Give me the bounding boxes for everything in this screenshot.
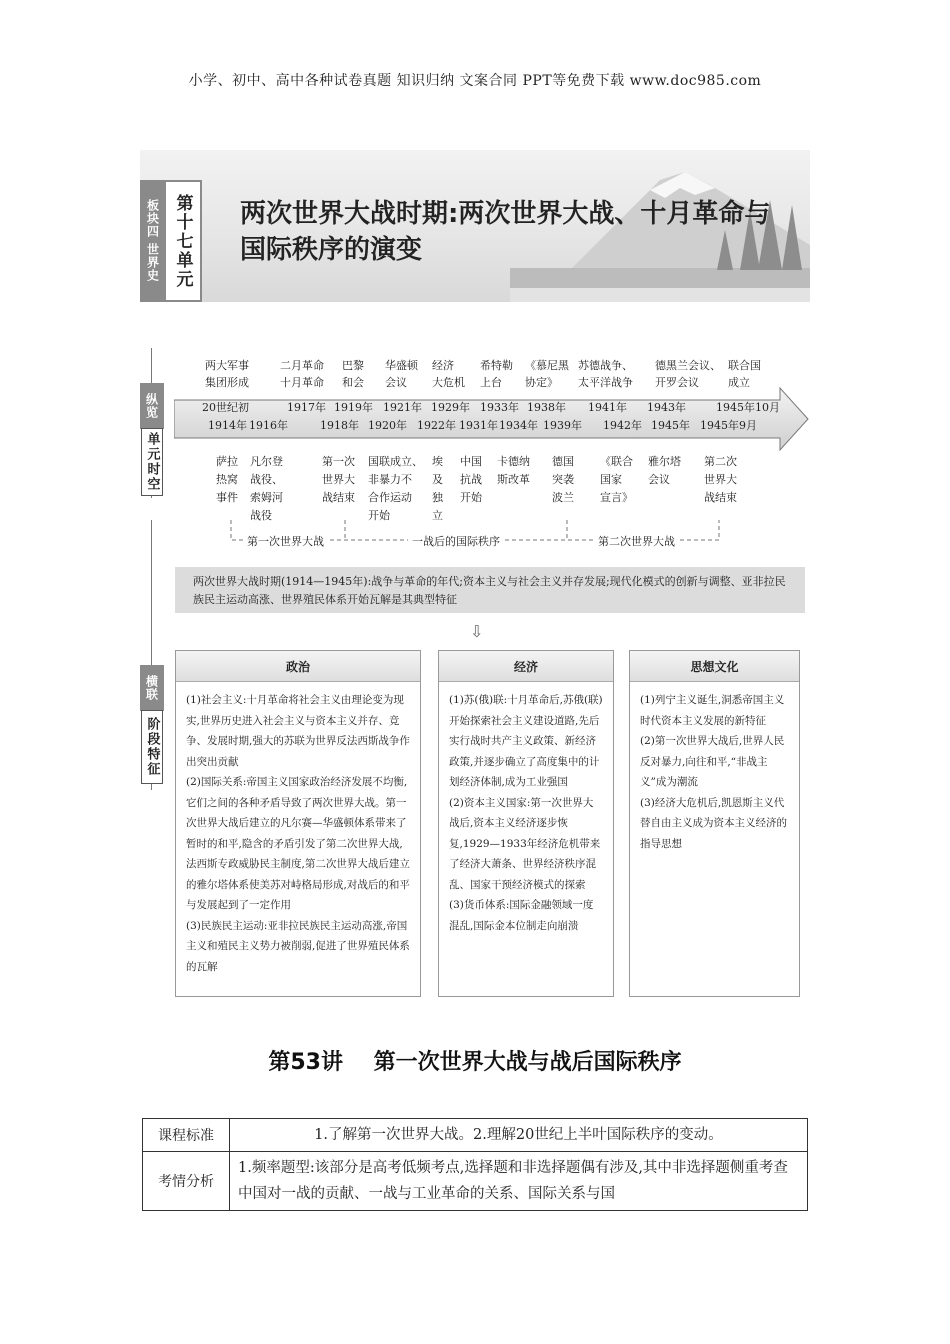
- page-header: 小学、初中、高中各种试卷真题 知识归纳 文案合同 PPT等免费下载 www.doc985.com: [188, 73, 762, 89]
- crosslink-box: 阶段特征: [141, 710, 163, 784]
- panel-economy-title: 经济: [439, 651, 613, 682]
- timeline-event: 雅尔塔 会议: [648, 455, 681, 486]
- timeline-event: 苏德战争、 太平洋战争: [578, 359, 633, 389]
- lecture-title: 第53讲 第一次世界大战与战后国际秩序: [268, 1050, 682, 1075]
- timeline-event: 卡德纳 斯改革: [497, 455, 530, 486]
- timeline-year: 1939年: [543, 419, 582, 432]
- panel-politics: [175, 650, 421, 997]
- timeline-year: 1938年: [527, 401, 566, 414]
- section-tag: 板块四 世界史: [140, 180, 166, 302]
- panel-economy: [438, 650, 614, 997]
- timeline-year: 1922年: [417, 419, 456, 432]
- timeline-year: 1943年: [647, 401, 686, 414]
- timeline-year: 20世纪初: [202, 401, 249, 414]
- timeline-event: 二月革命 十月革命: [280, 359, 324, 389]
- era-ww1: 第一次世界大战: [243, 533, 328, 549]
- timeline-event: 联合国 成立: [728, 359, 761, 389]
- timeline-event: 巴黎 和会: [342, 359, 364, 389]
- period-summary: 两次世界大战时期(1914—1945年):战争与革命的年代;资本主义与社会主义并存发展;现代化模式的创新与调整、亚非拉民族民主运动高涨、世界殖民体系开始瓦解是其典型特征: [175, 567, 805, 613]
- table-label: 课程标准: [143, 1119, 230, 1152]
- timeline-year: 1945年10月: [716, 401, 780, 414]
- table-label: 考情分析: [143, 1152, 230, 1211]
- down-arrow-icon: ⇩: [470, 622, 484, 641]
- timeline-event: 德黑兰会议、 开罗会议: [655, 359, 721, 389]
- timeline-event: 凡尔登 战役、 索姆河 战役: [250, 455, 283, 522]
- table-row: [143, 1152, 808, 1211]
- timeline-year: 1916年: [249, 419, 288, 432]
- timeline-year: 1917年: [287, 401, 326, 414]
- timeline-event: 两大军事 集团形成: [205, 359, 249, 389]
- panel-politics-body: (1)社会主义:十月革命将社会主义由理论变为现实,世界历史进入社会主义与资本主义并存、竞争、发展时期,强大的苏联为世界反法西斯战争作出突出贡献 (2)国际关系:帝国主义国家政治经济发展不均衡,它们之间的各种矛盾导致了两次世界大战。第一次世界大战后建立的凡尔赛—华盛顿体系带来了暂时的和平,隐含的矛盾引发了第二次世界大战,法西斯专政威胁民主制度,第二次世界大战后建立的雅尔塔体系使美苏对峙格局形成,对战后的和平与发展起到了一定作用 (3)民族民主运动:亚非拉民族民主运动高涨,帝国主义和殖民主义势力被削弱,促进了世界殖民体系的瓦解: [186, 694, 410, 973]
- panel-economy-body: (1)苏(俄)联:十月革命后,苏俄(联)开始探索社会主义建设道路,先后实行战时共产主义政策、新经济政策,并逐步确立了高度集中的计划经济体制,成为工业强国 (2)资本主义国家:第一次世界大战后,资本主义经济逐步恢复,1929—1933年经济危机带来了经济大萧条、世界经济秩序混乱、国家干预经济模式的探索 (3)货币体系:国际金融领域一度混乱,国际金本位制走向崩溃: [449, 694, 603, 932]
- timeline-year: 1914年: [208, 419, 247, 432]
- timeline-event: 《联合 国家 宣言》: [600, 455, 633, 504]
- table-value: 1.了解第一次世界大战。2.理解20世纪上半叶国际秩序的变动。: [230, 1119, 808, 1152]
- timeline-year: 1945年: [651, 419, 690, 432]
- timeline-year: 1941年: [588, 401, 627, 414]
- timeline-year: 1918年: [320, 419, 359, 432]
- table-row: [143, 1119, 808, 1152]
- timeline-event: 第一次 世界大 战结束: [322, 455, 355, 504]
- timeline-year: 1933年: [480, 401, 519, 414]
- era-ww2: 第二次世界大战: [594, 533, 679, 549]
- table-value: 1.频率题型:该部分是高考低频考点,选择题和非选择题偶有涉及,其中非选择题侧重考查中国对一战的贡献、一战与工业革命的关系、国际关系与国: [230, 1152, 808, 1211]
- timeline-event: 国联成立、 非暴力不 合作运动 开始: [368, 455, 423, 522]
- timeline-event: 希特勒 上台: [480, 359, 513, 389]
- era-interwar: 一战后的国际秩序: [408, 533, 504, 549]
- crosslink-tag: 横联: [140, 665, 164, 711]
- timeline-event: 中国 抗战 开始: [460, 455, 482, 504]
- overview-box: 单元时空: [141, 428, 163, 496]
- timeline-year: 1921年: [383, 401, 422, 414]
- panel-politics-title: 政治: [176, 651, 420, 682]
- course-info-table: [142, 1118, 808, 1211]
- overview-tag: 纵览: [140, 383, 164, 429]
- unit-label: 第十七单元: [166, 180, 202, 302]
- timeline-event: 经济 大危机: [432, 359, 465, 389]
- panel-culture-body: (1)列宁主义诞生,洞悉帝国主义时代资本主义发展的新特征 (2)第一次世界大战后,世界人民反对暴力,向往和平,“非战主义”成为潮流 (3)经济大危机后,凯恩斯主义代替自由主义成为资本主义经济的指导思想: [640, 694, 787, 850]
- timeline-year: 1945年9月: [700, 419, 757, 432]
- timeline-event: 第二次 世界大 战结束: [704, 455, 737, 504]
- panel-culture-title: 思想文化: [630, 651, 799, 682]
- timeline-year: 1931年: [459, 419, 498, 432]
- timeline-year: 1929年: [431, 401, 470, 414]
- timeline-year: 1919年: [334, 401, 373, 414]
- timeline-event: 萨拉 热窝 事件: [216, 455, 238, 504]
- timeline-year: 1942年: [603, 419, 642, 432]
- timeline-year: 1920年: [368, 419, 407, 432]
- unit-title: 两次世界大战时期:两次世界大战、十月革命与国际秩序的演变: [240, 199, 771, 265]
- timeline-year: 1934年: [499, 419, 538, 432]
- timeline-event: 华盛顿 会议: [385, 359, 418, 389]
- timeline-event: 埃 及 独 立: [432, 455, 443, 522]
- panel-culture: [629, 650, 800, 997]
- timeline-event: 《慕尼黑 协定》: [525, 359, 569, 389]
- timeline-event: 德国 突袭 波兰: [552, 455, 574, 504]
